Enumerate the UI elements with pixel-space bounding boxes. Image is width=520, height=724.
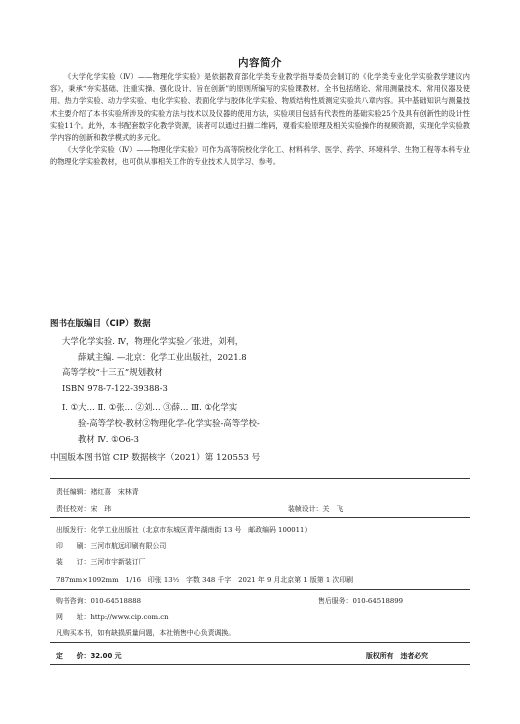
proofreader-value: 宋 玮 xyxy=(90,505,112,513)
cip-line: 薛斌主编. —北京：化学工业出版社，2021.8 xyxy=(78,351,247,362)
cip-line: ISBN 978-7-122-39388-3 xyxy=(62,382,168,393)
publisher-line xyxy=(56,524,311,534)
proofreader-label: 责任校对： xyxy=(56,505,91,513)
publisher-value: 化学工业出版社（北京市东城区青年湖南街 13 号 邮政编码 100011） xyxy=(90,526,312,534)
purchase-value: 010-64518888 xyxy=(90,597,142,605)
price-label: 定 价： xyxy=(56,652,91,660)
service-value: 010-64518899 xyxy=(352,597,404,605)
summary-body xyxy=(50,71,470,169)
divider xyxy=(50,478,470,479)
rights-notice: 版权所有 违者必究 xyxy=(366,652,429,660)
printing-value: 三河市航远印刷有限公司 xyxy=(90,542,167,550)
proofreader-line xyxy=(56,503,111,513)
cip-heading: 图书在版编目（CIP）数据 xyxy=(50,319,151,329)
cip-record xyxy=(62,334,322,447)
printing-line xyxy=(56,540,166,550)
binding-label: 装 订： xyxy=(56,558,91,566)
summary-paragraph: 《大学化学实验（Ⅳ）——物理化学实验》可作为高等院校化学化工、材料科学、医学、药学、环境科学、生物工程等本科专业的物理化学实验教材，也可供从事相关工作的专业技术人员学习、参考。 xyxy=(50,145,470,167)
price-line xyxy=(56,650,122,660)
price-value: 32.00 元 xyxy=(90,652,122,660)
binding-value: 三河市宇新装订厂 xyxy=(90,558,146,566)
summary-title: 内容简介 xyxy=(238,57,282,69)
service-line xyxy=(318,595,403,605)
website-value: http://www.cip.com.cn xyxy=(90,613,169,621)
cip-line: Ⅰ. ①大… Ⅱ. ①张… ②刘… ③薛… Ⅲ. ①化学实 xyxy=(62,402,238,413)
cip-line: 高等学校“十三五”规划教材 xyxy=(62,367,163,378)
cip-catalog-number: 中国版本图书馆 CIP 数据核字（2021）第 120553 号 xyxy=(50,453,261,463)
editor-value: 褚红喜 宋林青 xyxy=(90,488,139,496)
purchase-line xyxy=(56,595,141,605)
design-label: 装帧设计： xyxy=(288,505,323,513)
cip-line: 教材 Ⅳ. ①O6-3 xyxy=(78,433,139,444)
divider xyxy=(50,664,470,665)
print-specs: 787mm×1092mm 1/16 印张 13½ 字数 348 千字 2021 年 9 月北京第 1 版第 1 次印刷 xyxy=(56,576,354,584)
publisher-label: 出版发行： xyxy=(56,526,91,534)
quality-notice: 凡购买本书，如有缺损质量问题，本社销售中心负责调换。 xyxy=(56,629,236,637)
service-label: 售后服务： xyxy=(318,597,353,605)
editor-label: 责任编辑： xyxy=(56,488,91,496)
summary-paragraph: 《大学化学实验（Ⅳ）——物理化学实验》是依据教育部化学类专业教学指导委员会制订的《化学类专业化学实验教学建议内容》，秉承“夯实基础、注重实操、强化设计、旨在创新”的原则所编写的实验课教材。全书包括绪论、常用测量技术、常用仪器及使用、热力学实验、动力学实验、电化学实验、表面化学与胶体化学实验、物质结构性质测定实验共八章内容。其中基础知识与测量技术主要介绍了本书实验所涉及的实验方法与技术以及仪器的使用方法，实验项目包括有代表性的基础实验25个及具有创新性的设计性实验11个。此外，本书配套数字化教学资源，读者可以通过扫描二维码，观看实验原理及相关实验操作的视频资源，实现化学实验教学内容的创新和教学模式的多元化。 xyxy=(50,72,470,143)
cip-line: 验-高等学校-教材②物理化学-化学实验-高等学校- xyxy=(78,417,260,428)
binding-line xyxy=(56,556,146,566)
website-label: 网 址： xyxy=(56,613,91,621)
divider xyxy=(50,589,470,590)
purchase-label: 购书咨询： xyxy=(56,597,91,605)
cip-line: 大学化学实验. Ⅳ，物理化学实验／张进，刘利， xyxy=(62,336,244,346)
printing-label: 印 刷： xyxy=(56,542,91,550)
website-line xyxy=(56,611,169,621)
design-line xyxy=(288,503,343,513)
editor-line xyxy=(56,486,139,496)
divider xyxy=(50,517,470,518)
design-value: 关 飞 xyxy=(322,505,344,513)
divider xyxy=(50,642,470,643)
